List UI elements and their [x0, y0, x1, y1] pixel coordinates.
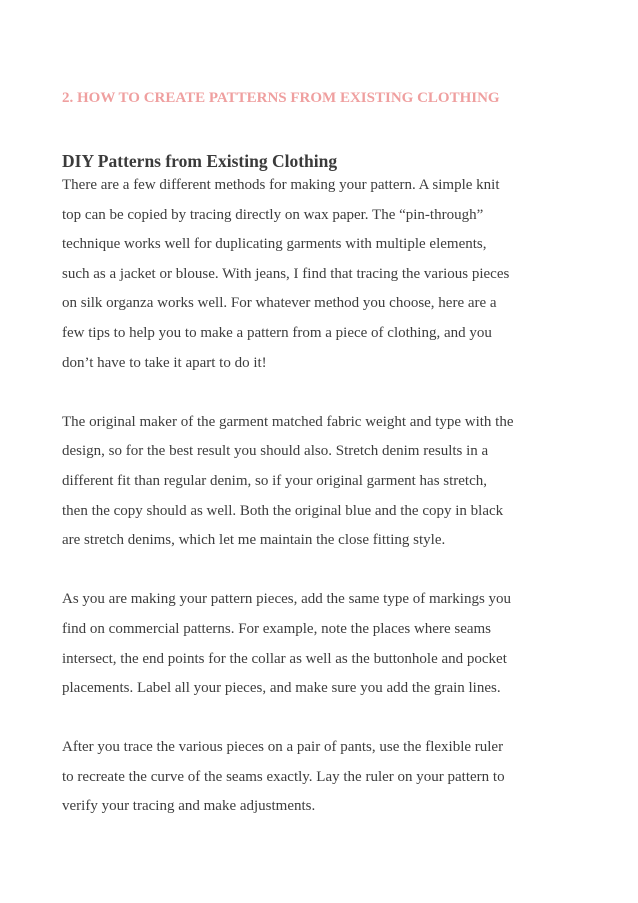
paragraph-line: don’t have to take it apart to do it!	[62, 354, 267, 371]
paragraph-line: to recreate the curve of the seams exactly. Lay the ruler on your pattern to	[62, 768, 505, 785]
paragraph-line: As you are making your pattern pieces, add the same type of markings you	[62, 591, 512, 608]
paragraph-line: on silk organza works well. For whatever method you choose, here are a	[62, 295, 497, 312]
paragraph-ruler	[62, 733, 588, 822]
paragraph-line: intersect, the end points for the collar as well as the buttonhole and pocket	[62, 650, 507, 667]
paragraph-line: such as a jacket or blouse. With jeans, I find that tracing the various pieces	[62, 265, 510, 282]
section-heading: 2. HOW TO CREATE PATTERNS FROM EXISTING CLOTHING	[62, 90, 500, 106]
paragraph-methods	[62, 171, 588, 378]
sub-heading: DIY Patterns from Existing Clothing	[62, 151, 338, 171]
paragraph-line: After you trace the various pieces on a pair of pants, use the flexible ruler	[62, 739, 504, 756]
paragraph-line: find on commercial patterns. For example, note the places where seams	[62, 620, 492, 637]
paragraph-line: top can be copied by tracing directly on wax paper. The “pin-through”	[62, 206, 484, 223]
paragraph-line: placements. Label all your pieces, and make sure you add the grain lines.	[62, 680, 501, 697]
paragraph-line: are stretch denims, which let me maintain the close fitting style.	[62, 532, 446, 549]
paragraph-line: different fit than regular denim, so if your original garment has stretch,	[62, 472, 488, 489]
paragraph-line: then the copy should as well. Both the original blue and the copy in black	[62, 502, 504, 519]
paragraph-line: The original maker of the garment matched fabric weight and type with the	[62, 413, 514, 430]
paragraph-line: technique works well for duplicating garments with multiple elements,	[62, 236, 487, 253]
paragraph-line: There are a few different methods for making your pattern. A simple knit	[62, 177, 500, 193]
paragraph-markings	[62, 585, 588, 703]
paragraph-line: few tips to help you to make a pattern from a piece of clothing, and you	[62, 324, 492, 341]
paragraph-fabric	[62, 408, 588, 556]
paragraph-line: design, so for the best result you should also. Stretch denim results in a	[62, 443, 489, 460]
paragraph-line: verify your tracing and make adjustments.	[62, 798, 316, 815]
